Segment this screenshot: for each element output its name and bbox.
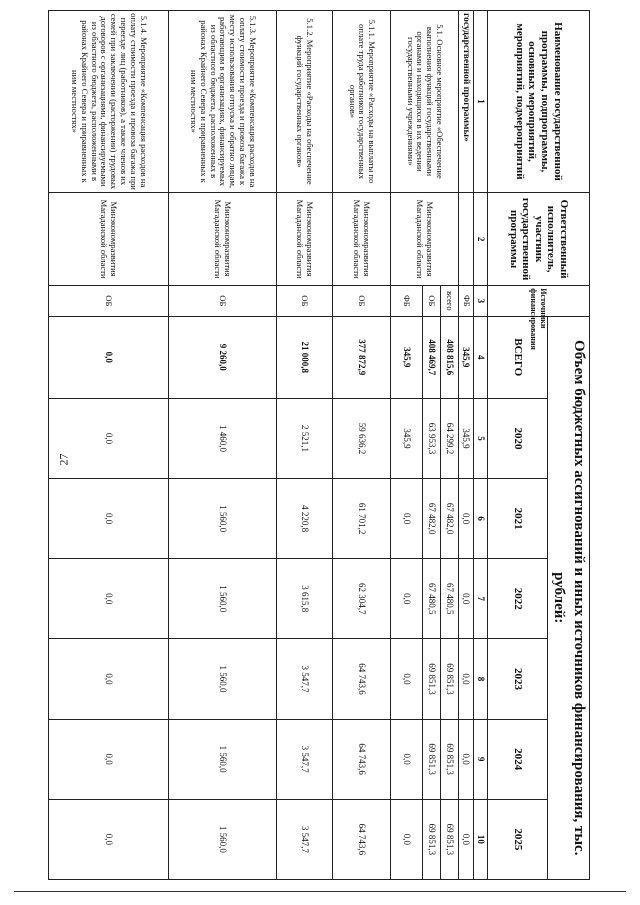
cell-value: 3 615,8 <box>277 559 333 639</box>
cell-value: 1 460,0 <box>169 398 277 478</box>
cell-value: 3 547,7 <box>277 799 333 879</box>
column-index: 5 <box>474 398 488 478</box>
header-year: ВСЕГО <box>488 316 548 398</box>
cell-value: 69 851,3 <box>423 639 441 719</box>
cell-value: 345,9 <box>391 316 423 398</box>
row-name: 5.1.1. Мероприятие «Расходы на выплаты по оплате труда работников государственных органов» <box>333 11 391 193</box>
column-index: 1 <box>474 11 488 193</box>
header-executor: Ответственный исполнитель, участник государственной программы <box>488 193 590 286</box>
row-executor: Минэкономразвития Магаданской области <box>333 193 391 286</box>
row-name: 5.1. Основное мероприятие «Обеспечение выполнения функций государственными органами и находящихся в их ведении государственными учреждениями» <box>391 11 459 193</box>
row-source: ФБ <box>391 286 423 316</box>
cell-value: 4 220,8 <box>277 479 333 559</box>
column-index: 10 <box>474 799 488 879</box>
header-year: 2020 <box>488 398 548 478</box>
table-row <box>441 11 459 880</box>
cell-value: 0,0 <box>49 799 169 879</box>
cell-value: 408 469,7 <box>423 316 441 398</box>
row-name: государственной программы» <box>459 11 474 193</box>
row-source: ОБ <box>423 286 441 316</box>
header-year: 2021 <box>488 479 548 559</box>
cell-value: 62 304,7 <box>333 559 391 639</box>
cell-value: 67 482,0 <box>423 479 441 559</box>
cell-value: 408 815,6 <box>441 316 459 398</box>
header-budget-group: Объем бюджетных ассигнований и иных источников финансирования, тыс. рублей: <box>548 316 590 879</box>
column-index: 2 <box>474 193 488 286</box>
table-row <box>169 11 277 880</box>
cell-value: 69 851,3 <box>441 799 459 879</box>
cell-value: 345,9 <box>459 316 474 398</box>
cell-value: 69 851,3 <box>441 639 459 719</box>
row-source: ОБ <box>333 286 391 316</box>
table-row <box>333 11 391 880</box>
cell-value: 1 560,0 <box>169 559 277 639</box>
cell-value: 21 000,8 <box>277 316 333 398</box>
financing-table <box>48 10 590 880</box>
cell-value: 0,0 <box>459 719 474 799</box>
row-source: ОБ <box>277 286 333 316</box>
row-source: всего <box>441 286 459 316</box>
cell-value: 0,0 <box>49 639 169 719</box>
header-year: 2025 <box>488 799 548 879</box>
row-name: 5.1.3. Мероприятие «Компенсация расходов на оплату стоимости проезда и провоза багажа к месту использования отпуска и обратно лицам, работающим в организациях, финансируемых из областного бюджета, расположенных в районах Крайнего Севера и приравненных к ним местностях» <box>169 11 277 193</box>
cell-value: 67 480,5 <box>441 559 459 639</box>
row-source: ФБ <box>459 286 474 316</box>
row-name: 5.1.2. Мероприятие «Расходы на обеспечение функций государственных органов» <box>277 11 333 193</box>
header-source: Источники финансирования <box>488 286 590 316</box>
cell-value: 69 851,3 <box>423 719 441 799</box>
cell-value: 345,9 <box>459 398 474 478</box>
cell-value: 0,0 <box>49 316 169 398</box>
row-executor <box>459 193 474 286</box>
cell-value: 64 743,6 <box>333 719 391 799</box>
cell-value: 1 560,0 <box>169 479 277 559</box>
header-year: 2022 <box>488 559 548 639</box>
cell-value: 0,0 <box>49 559 169 639</box>
cell-value: 3 547,7 <box>277 639 333 719</box>
row-executor: Минэкономразвития Магаданской области <box>277 193 333 286</box>
cell-value: 1 560,0 <box>169 719 277 799</box>
cell-value: 0,0 <box>49 398 169 478</box>
header-year: 2023 <box>488 639 548 719</box>
row-source: ОБ <box>49 286 169 316</box>
cell-value: 377 872,9 <box>333 316 391 398</box>
cell-value: 2 521,1 <box>277 398 333 478</box>
cell-value: 67 480,5 <box>423 559 441 639</box>
cell-value: 0,0 <box>49 479 169 559</box>
cell-value: 0,0 <box>391 639 423 719</box>
cell-value: 0,0 <box>391 479 423 559</box>
cell-value: 64 743,6 <box>333 799 391 879</box>
row-source: ОБ <box>169 286 277 316</box>
table-row <box>277 11 333 880</box>
table-row <box>49 11 169 880</box>
bottom-rule <box>14 891 626 892</box>
cell-value: 64 743,6 <box>333 639 391 719</box>
column-index: 7 <box>474 559 488 639</box>
cell-value: 69 851,3 <box>441 719 459 799</box>
column-index: 4 <box>474 316 488 398</box>
column-index: 8 <box>474 639 488 719</box>
cell-value: 0,0 <box>391 799 423 879</box>
cell-value: 59 636,2 <box>333 398 391 478</box>
table-row <box>459 11 474 880</box>
column-index: 9 <box>474 719 488 799</box>
cell-value: 0,0 <box>459 799 474 879</box>
column-index: 3 <box>474 286 488 316</box>
cell-value: 0,0 <box>459 639 474 719</box>
cell-value: 0,0 <box>49 719 169 799</box>
row-executor: Минэкономразвития Магаданской области <box>49 193 169 286</box>
cell-value: 0,0 <box>391 559 423 639</box>
cell-value: 61 701,2 <box>333 479 391 559</box>
cell-value: 0,0 <box>459 559 474 639</box>
page-number: 27 <box>56 453 71 466</box>
cell-value: 0,0 <box>459 479 474 559</box>
header-year: 2024 <box>488 719 548 799</box>
cell-value: 64 299,2 <box>441 398 459 478</box>
cell-value: 67 482,0 <box>441 479 459 559</box>
cell-value: 345,9 <box>391 398 423 478</box>
cell-value: 1 560,0 <box>169 639 277 719</box>
row-name: 5.1.4. Мероприятие «Компенсация расходов на оплату стоимости проезда и провоза багажа при переезде лиц (работников), а также членов их семей при заключении (расторжении) трудовых договоров с организациями, финансируемыми из областного бюджета, расположенными в районах Крайнего Севера и приравненных к ним местностях» <box>49 11 169 193</box>
rotated-table-wrapper <box>50 10 590 880</box>
cell-value: 69 851,3 <box>423 799 441 879</box>
cell-value: 0,0 <box>391 719 423 799</box>
row-executor: Минэкономразвития Магаданской области <box>169 193 277 286</box>
cell-value: 9 260,0 <box>169 316 277 398</box>
column-index: 6 <box>474 479 488 559</box>
header-name: Наименование государственной программы, подпрограммы, основных мероприятий, мероприятий, подмероприятий <box>488 11 590 193</box>
cell-value: 3 547,7 <box>277 719 333 799</box>
cell-value: 1 560,0 <box>169 799 277 879</box>
cell-value: 63 953,3 <box>423 398 441 478</box>
row-executor: Минэкономразвития Магаданской области <box>391 193 459 286</box>
